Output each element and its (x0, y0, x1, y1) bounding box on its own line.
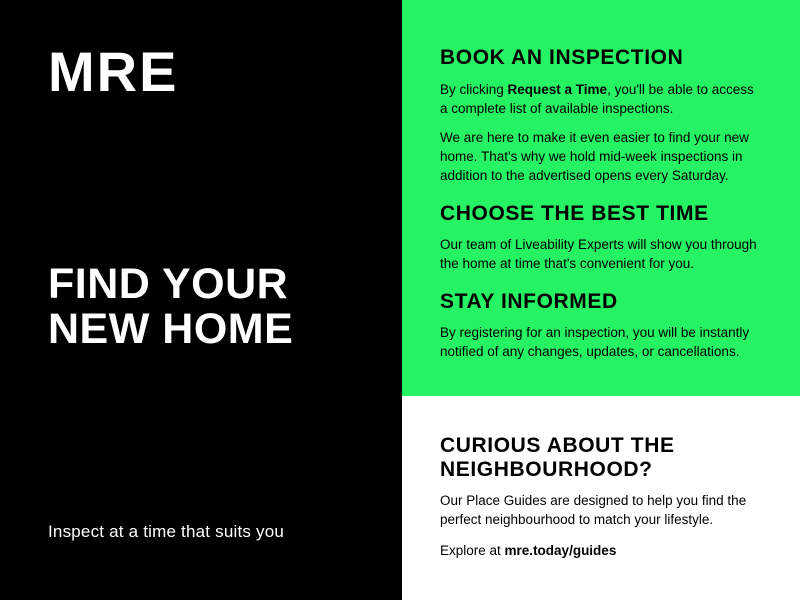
white-info-panel (402, 396, 800, 600)
headline-line-2: NEW HOME (48, 304, 294, 353)
section-book-paragraph-2: We are here to make it even easier to find your new home. That's why we hold mid-week inspections in addition to the advertised opens every Saturday. (440, 129, 749, 184)
explore-line (440, 541, 764, 560)
neighbourhood-paragraph: Our Place Guides are designed to help you find the perfect neighbourhood to match your lifestyle. (440, 493, 747, 528)
explore-prefix: Explore at (440, 543, 505, 559)
section-book-an-inspection (440, 46, 764, 185)
section-title-stay-informed: STAY INFORMED (440, 290, 618, 314)
neighbourhood-title-line-1: CURIOUS ABOUT THE (440, 434, 675, 457)
section-title-book-an-inspection: BOOK AN INSPECTION (440, 46, 684, 69)
neighbourhood-title-line-2: NEIGHBOURHOOD? (440, 457, 653, 481)
section-choose-paragraph-1: Our team of Liveability Experts will show you through the home at time that's convenient for you. (440, 236, 757, 271)
section-book-paragraph-1 (440, 80, 764, 118)
section-choose-the-best-time (440, 202, 764, 273)
section-stay-informed (440, 290, 764, 361)
green-info-panel (402, 0, 800, 396)
brand-logo: MRE (48, 40, 179, 103)
headline-line-1: FIND YOUR (48, 260, 289, 308)
section-title-choose-the-best-time: CHOOSE THE BEST TIME (440, 202, 709, 226)
book-paragraph-pre: By clicking (440, 81, 508, 97)
guides-link[interactable]: mre.today/guides (504, 543, 617, 559)
right-column (402, 0, 800, 600)
request-a-time-emphasis: Request a Time (507, 81, 608, 97)
section-title-neighbourhood (440, 434, 764, 481)
book-paragraph-post: , you'll be able to access a complete list of available inspections. (440, 81, 754, 116)
page-title (48, 262, 293, 351)
section-stay-paragraph-1: By registering for an inspection, you will be instantly notified of any changes, updates, or cancellations. (440, 324, 750, 359)
tagline: Inspect at a time that suits you (48, 522, 285, 541)
